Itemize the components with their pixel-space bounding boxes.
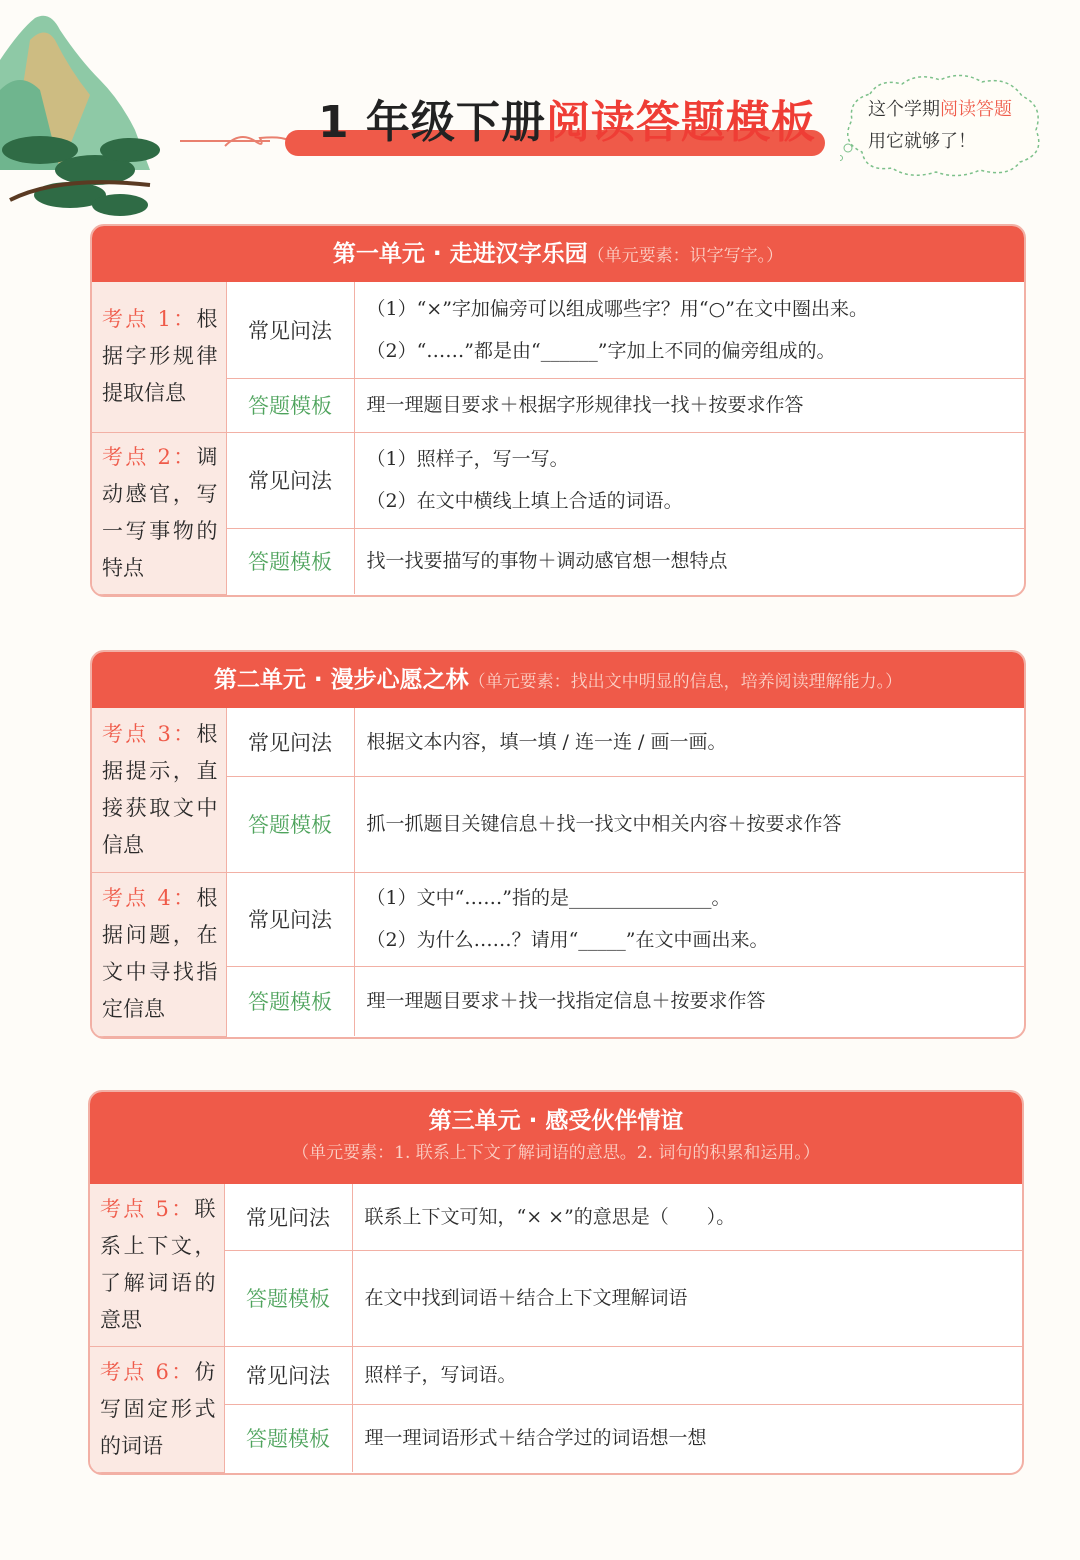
answer-template-content: 抓一抓题目关键信息＋找一找文中相关内容＋按要求作答: [354, 776, 1024, 872]
table-row: [92, 708, 1024, 776]
keypoint-label: 考点 5：: [100, 1196, 195, 1221]
keypoint-5: [90, 1184, 224, 1346]
table-row: [92, 378, 1024, 432]
question-line: （2）“……”都是由“______”字加上不同的偏旁组成的。: [366, 339, 836, 362]
keypoint-text: 调动感官，写一写事物的特点: [102, 445, 218, 580]
keypoint-label: 考点 4：: [102, 886, 197, 910]
unit-2-table: [92, 708, 1024, 1037]
keypoint-4: [92, 872, 226, 1036]
common-question-content: [354, 708, 1024, 776]
unit-2-title: 第二单元 · 漫步心愿之林: [213, 667, 469, 693]
question-line: （2）在文中横线上填上合适的词语。: [366, 490, 683, 512]
keypoint-6: [90, 1346, 224, 1472]
unit-3-requirement: （单元要素：1. 联系上下文了解词语的意思。2. 词句的积累和运用。）: [292, 1143, 820, 1163]
unit-2-requirement: （单元要素：找出文中明显的信息，培养阅读理解能力。）: [468, 672, 903, 692]
keypoint-text: 根据问题，在文中寻找指定信息: [102, 886, 218, 1021]
unit-1-table: [92, 282, 1024, 595]
keypoint-label: 考点 6：: [100, 1359, 195, 1384]
keypoint-label: 考点 3：: [102, 721, 197, 746]
common-question-label: 常见问法: [226, 432, 354, 528]
question-line: 照样子，写词语。: [364, 1364, 517, 1386]
answer-template-label: 答题模板: [224, 1250, 352, 1346]
mountain-pine-decoration: [0, 0, 170, 230]
common-question-label: 常见问法: [224, 1346, 352, 1404]
keypoint-label: 考点 1：: [102, 307, 197, 332]
unit-1-panel: [90, 224, 1026, 597]
keypoint-text: 仿写固定形式的词语: [100, 1359, 216, 1458]
unit-1-requirement: （单元要素：识字写字。）: [587, 246, 784, 266]
question-line: （1）照样子，写一写。: [366, 448, 569, 470]
table-row: [92, 776, 1024, 872]
keypoint-3: [92, 708, 226, 872]
unit-1-title: 第一单元 · 走进汉字乐园: [332, 241, 588, 267]
common-question-content: [354, 872, 1024, 966]
swirl-decoration: [220, 126, 290, 156]
table-row: [90, 1346, 1022, 1404]
table-row: [92, 966, 1024, 1036]
keypoint-text: 联系上下文，了解词语的意思: [100, 1196, 216, 1332]
common-question-content: [354, 282, 1024, 378]
page-header: [180, 88, 840, 178]
common-question-label: 常见问法: [226, 282, 354, 378]
question-line: （2）为什么……？请用“_____”在文中画出来。: [366, 929, 769, 951]
unit-3-table: [90, 1184, 1022, 1473]
table-row: [90, 1250, 1022, 1346]
answer-template-label: 答题模板: [226, 776, 354, 872]
title-grade: 1 年级下册: [318, 97, 546, 148]
keypoint-label: 考点 2：: [102, 445, 197, 469]
table-row: [90, 1404, 1022, 1472]
answer-template-content: 理一理题目要求＋根据字形规律找一找＋按要求作答: [354, 378, 1024, 432]
keypoint-1: [92, 282, 226, 432]
unit-3-panel: [88, 1090, 1024, 1475]
cloud-line2: 用它就够了！: [868, 131, 976, 152]
table-row: [92, 282, 1024, 378]
table-row: [92, 872, 1024, 966]
cloud-message: [868, 94, 1038, 158]
common-question-label: 常见问法: [226, 708, 354, 776]
question-line: 根据文本内容，填一填 / 连一连 / 画一画。: [366, 730, 727, 753]
cloud-line1a: 这个学期: [868, 99, 940, 120]
common-question-content: [352, 1346, 1022, 1404]
page-title: [318, 88, 816, 158]
answer-template-content: 理一理词语形式＋结合学过的词语想一想: [352, 1404, 1022, 1472]
table-row: [92, 528, 1024, 594]
answer-template-content: 找一找要描写的事物＋调动感官想一想特点: [354, 528, 1024, 594]
title-subject: 阅读答题模板: [545, 97, 816, 148]
unit-3-header: [90, 1092, 1022, 1184]
answer-template-content: 理一理题目要求＋找一找指定信息＋按要求作答: [354, 966, 1024, 1036]
answer-template-label: 答题模板: [226, 966, 354, 1036]
unit-2-header: [92, 652, 1024, 708]
question-line: （1）文中“……”指的是_______________。: [366, 887, 731, 909]
unit-2-panel: [90, 650, 1026, 1039]
question-line: 联系上下文可知，“× ×”的意思是（ ）。: [364, 1205, 736, 1228]
keypoint-2: [92, 432, 226, 594]
common-question-content: [352, 1184, 1022, 1250]
unit-3-title: 第三单元 · 感受伙伴情谊: [428, 1108, 684, 1134]
answer-template-label: 答题模板: [226, 378, 354, 432]
common-question-label: 常见问法: [224, 1184, 352, 1250]
table-row: [92, 432, 1024, 528]
common-question-content: [354, 432, 1024, 528]
table-row: [90, 1184, 1022, 1250]
answer-template-content: 在文中找到词语＋结合上下文理解词语: [352, 1250, 1022, 1346]
cloud-line1b: 阅读答题: [940, 99, 1012, 120]
answer-template-label: 答题模板: [226, 528, 354, 594]
common-question-label: 常见问法: [226, 872, 354, 966]
keypoint-text: 根据字形规律提取信息: [102, 307, 218, 406]
unit-1-header: [92, 226, 1024, 282]
question-line: （1）“×”字加偏旁可以组成哪些字？用“○”在文中圈出来。: [366, 297, 868, 320]
answer-template-label: 答题模板: [224, 1404, 352, 1472]
keypoint-text: 根据提示，直接获取文中信息: [102, 721, 218, 857]
